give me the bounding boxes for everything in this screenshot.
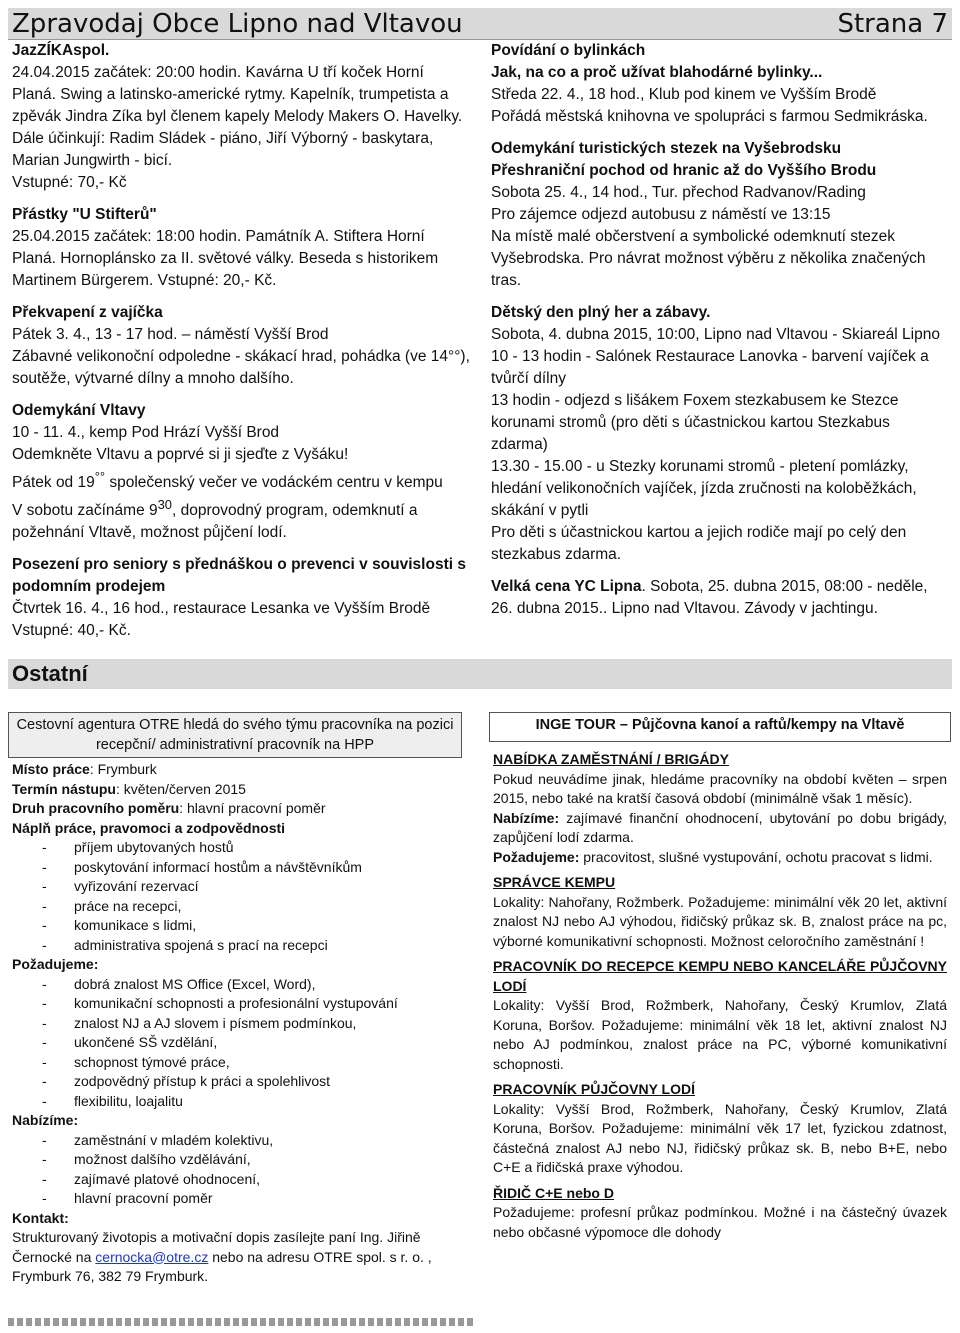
job-ad-otre [8,712,462,1289]
list-item: - příjem ubytovaných hostů [12,838,458,858]
event-date: Sobota, 4. dubna 2015, 10:00, Lipno nad Vltavou - Skiareál Lipno [491,326,940,343]
text-part: nebo na adresu OTRE spol. s r. o. , Frymburk 76, 382 79 Frymburk. [12,1248,432,1284]
event-title: Odemykání turistických stezek na Vyšebrodsku [491,140,842,157]
field-value: : hlavní pracovní poměr [179,800,326,816]
event-vltavy [12,400,470,544]
section-text: Pokud neuvádíme jinak, hledáme pracovníky na období květen – srpen 2015, nebo také na kratší časová období (minimálně však 1 měsíc). [493,770,947,806]
section-label: Nabízíme: [12,1112,79,1128]
event-text: Pro děti s účastnickou kartou a jejich rodiče mají po celý den stezkabus zdarma. [491,524,907,563]
list-item: - možnost dalšího vzdělávání, [12,1150,458,1170]
job-ad-inge-tour [489,712,951,1244]
superscript: °° [94,469,106,484]
job-ad-header-text: Cestovní agentura OTRE hledá do svého týmu pracovníka na pozici recepční/ administrativní pracovník na HPP [16,717,454,753]
field-value: : květen/červen 2015 [115,780,246,797]
job-ad-header-text: – Půjčovna kanoí a raftů/kempy na Vltavě [615,717,905,733]
event-price: Vstupné: 40,- Kč. [12,622,131,640]
left-column [12,40,470,642]
text-part: Strukturovaný životopis a motivační dopis zasílejte paní Ing. Jiřině Černocké na [12,1229,421,1265]
list-item: - zodpovědný přístup k práci a spolehlivost [12,1072,458,1092]
event-bylinky [491,40,951,128]
event-text: Pro zájemce odjezd autobusu z náměstí ve 13:15 [491,206,831,223]
event-date: Sobota 25. 4., 14 hod., Tur. přechod Radvanov/Rading [491,184,866,201]
event-date: Čtvrtek 16. 4., 16 hod., restaurace Lesanka ve Vyšším Brodě [12,600,431,618]
event-seniori [12,554,470,642]
field-label: Místo práce [12,761,90,777]
event-title: Odemykání Vltavy [12,402,146,419]
list-item: - hlavní pracovní poměr [12,1189,458,1209]
event-price: Vstupné: 70,- Kč [12,174,127,191]
event-text: Pořádá městská knihovna ve spolupráci s farmou Sedmikráska. [491,108,928,125]
section-title: ŘIDIČ C+E nebo D [493,1184,614,1201]
job-ad-body [8,758,462,1289]
event-vajicka [12,302,470,390]
list-item: - vyřizování rezervací [12,877,458,897]
company-name: INGE TOUR [535,717,616,733]
list-item: - práce na recepci, [12,897,458,917]
list-item: - poskytování informací hostům a návštěvníkům [12,858,458,878]
superscript: 30 [157,497,172,513]
event-title: Povídání o bylinkách [491,42,646,59]
event-jazz [12,40,470,194]
list-item: - komunikační schopnosti a profesionální vystupování [12,994,458,1014]
job-ad-body [489,742,951,1244]
event-text: 10 - 13 hodin - Salónek Restaurace Lanovka - barvení vajíček a tvůrčí dílny [491,348,929,387]
event-subtitle: Přeshraniční pochod od hranic až do Vyššího Brodu [491,162,877,179]
event-subtitle: Jak, na co a proč užívat blahodárné bylinky... [491,64,823,81]
list-item: - zajímavé platové ohodnocení, [12,1170,458,1190]
email-link[interactable]: cernocka@otre.cz [95,1248,209,1265]
list-item: - zaměstnání v mladém kolektivu, [12,1131,458,1151]
job-start [12,780,458,800]
page-number: Strana 7 [837,8,948,39]
event-yc-lipna [491,576,951,620]
job-type [12,799,458,819]
event-text: Zábavné velikonoční odpoledne - skákací hrad, pohádka (ve 14°°), soutěže, výtvarné dílny a mnoho dalšího. [12,348,470,387]
event-text: Odemkněte Vltavu a poprvé si ji sjeďte z Vyšáku! [12,446,349,463]
section-text: Lokality: Vyšší Brod, Rožmberk, Nahořany, Český Krumlov, Zlatá Koruna, Boršov. Požadujeme: minimální věk 18 let, aktivní znalost NJ nebo AJ podmínkou, znalost práce na PC, výborné komunikativní schopnosti. [493,997,947,1072]
job-ad-header [8,712,462,758]
field-value: : Frymburk [89,761,157,777]
event-text: Na místě malé občerstvení a symbolické odemknutí stezek Vyšebrodska. Pro návrat možnost výběru z několika značených tras. [491,228,926,289]
event-text [12,494,470,544]
list-item: - schopnost týmové práce, [12,1053,458,1073]
section-label: Kontakt: [12,1209,69,1226]
field-value: pracovitost, slušné vystupování, ochotu pracovat s lidmi. [579,848,933,865]
event-text: . Sobota, 25. dubna 2015, 08:00 - neděle, 26. dubna 2015.. Lipno nad Vltavou. Závody v jachtingu. [491,578,928,617]
text-part: V sobotu začínáme 9 [12,502,158,520]
job-ad-header [489,712,951,742]
event-text: 25.04.2015 začátek: 18:00 hodin. Památník A. Stiftera Horní Planá. Hornoplánsko za II. světové války. Beseda s historikem Martinem Bürgerem. Vstupné: 20,- Kč. [12,228,439,289]
duties-list [12,838,458,955]
section-label: Náplň práce, pravomoci a zodpovědnosti [12,819,286,836]
event-title: Posezení pro seniory s přednáškou o prevenci v souvislosti s podomním prodejem [12,556,466,596]
section-text [493,848,947,868]
section-text [493,809,947,848]
event-title: Přástky "U Stifterů" [12,206,157,223]
text-part: společenský večer ve vodáckém centru v kempu [105,474,443,492]
event-text: 24.04.2015 začátek: 20:00 hodin. Kavárna U tří koček Horní Planá. Swing a latinsko-americké rytmy. Kapelník, trumpetista a zpěvák Jindra Zíka byl členem kapely Melody Makers O. Havelky. Dále účinkují: Radim Sládek - piáno, Jiří Výborný - baskytara, Marian Jungwirth - bicí. [12,64,463,169]
field-label: Termín nástupu [12,780,116,797]
list-item: - flexibilitu, loajalitu [12,1092,458,1112]
event-date: 10 - 11. 4., kemp Pod Hrází Vyšší Brod [12,424,280,441]
field-label: Druh pracovního poměru [12,800,180,816]
event-title: Velká cena YC Lipna [491,578,642,595]
field-value: zajímavé finanční ohodnocení, ubytování po dobu brigády, zapůjčení lodí zdarma. [493,809,947,845]
list-item: - znalost NJ a AJ slovem i písmem podmínkou, [12,1014,458,1034]
section-title: PRACOVNÍK PŮJČOVNY LODÍ [493,1081,695,1097]
event-text: 13 hodin - odjezd s lišákem Foxem stezkabusem ke Stezce korunami stromů (pro děti s účastnickou kartou Stezkabus zdarma) [491,392,899,453]
event-stezky [491,138,951,292]
job-location [12,760,458,780]
text-part: Pátek od 19 [12,474,95,492]
section-title: SPRÁVCE KEMPU [493,874,616,890]
page-header [8,8,952,40]
event-title: JazZÍKAspol. [12,42,110,59]
event-detsky-den [491,302,951,566]
decorative-border [8,1318,473,1326]
section-label: Požadujeme: [12,956,99,972]
section-title: NABÍDKA ZAMĚSTNÁNÍ / BRIGÁDY [493,751,729,767]
offer-list [12,1131,458,1209]
text-part: , doprovodný program, odemknutí a požehnání Vltavě, možnost půjčení lodí. [12,502,418,542]
newsletter-title: Zpravodaj Obce Lipno nad Vltavou [12,8,463,39]
section-text: Lokality: Nahořany, Rožmberk. Požadujeme: minimální věk 20 let, aktivní znalost NJ nebo AJ výhodou, řidičský průkaz sk. B, znalost práce na pc, výborné komunikativní schopnosti. Možnost celoročního zaměstnání ! [493,893,947,949]
field-label: Nabízíme: [493,809,560,826]
section-title: PRACOVNÍK DO RECEPCE KEMPU NEBO KANCELÁŘE PŮJČOVNY LODÍ [493,958,947,994]
event-date: Pátek 3. 4., 13 - 17 hod. – náměstí Vyšší Brod [12,326,329,343]
section-heading-ostatni: Ostatní [8,659,952,689]
requirements-list [12,975,458,1112]
list-item: - administrativa spojená s prací na recepci [12,936,458,956]
event-title: Dětský den plný her a zábavy. [491,304,711,321]
list-item: - dobrá znalost MS Office (Excel, Word), [12,975,458,995]
field-label: Požadujeme: [493,848,580,865]
section-text: Lokality: Vyšší Brod, Rožmberk, Nahořany, Český Krumlov, Zlatá Koruna, Boršov. Požadujeme: minimální věk 17 let, fyzickou zdatnost, částečná znalost AJ nebo NJ, řidičský průkaz sk. B, nebo B+E, nebo C+E a řidičská praxe výhodou. [493,1100,947,1175]
list-item: - komunikace s lidmi, [12,916,458,936]
event-prastky [12,204,470,292]
list-item: - ukončené SŠ vzdělání, [12,1033,458,1053]
event-title: Překvapení z vajíčka [12,304,163,321]
event-text [12,466,470,494]
event-text: 13.30 - 15.00 - u Stezky korunami stromů - pletení pomlázky, hledání velikonočních vajíček, jízda zručnosti na koloběžkách, skákání v pytli [491,458,917,519]
contact-text [12,1228,458,1287]
event-date: Středa 22. 4., 18 hod., Klub pod kinem ve Vyšším Brodě [491,86,877,103]
right-column [491,40,951,620]
section-text: Požadujeme: profesní průkaz podmínkou. Možné i na částečný úvazek nebo občasné výpomoce dle dohody [493,1204,947,1240]
